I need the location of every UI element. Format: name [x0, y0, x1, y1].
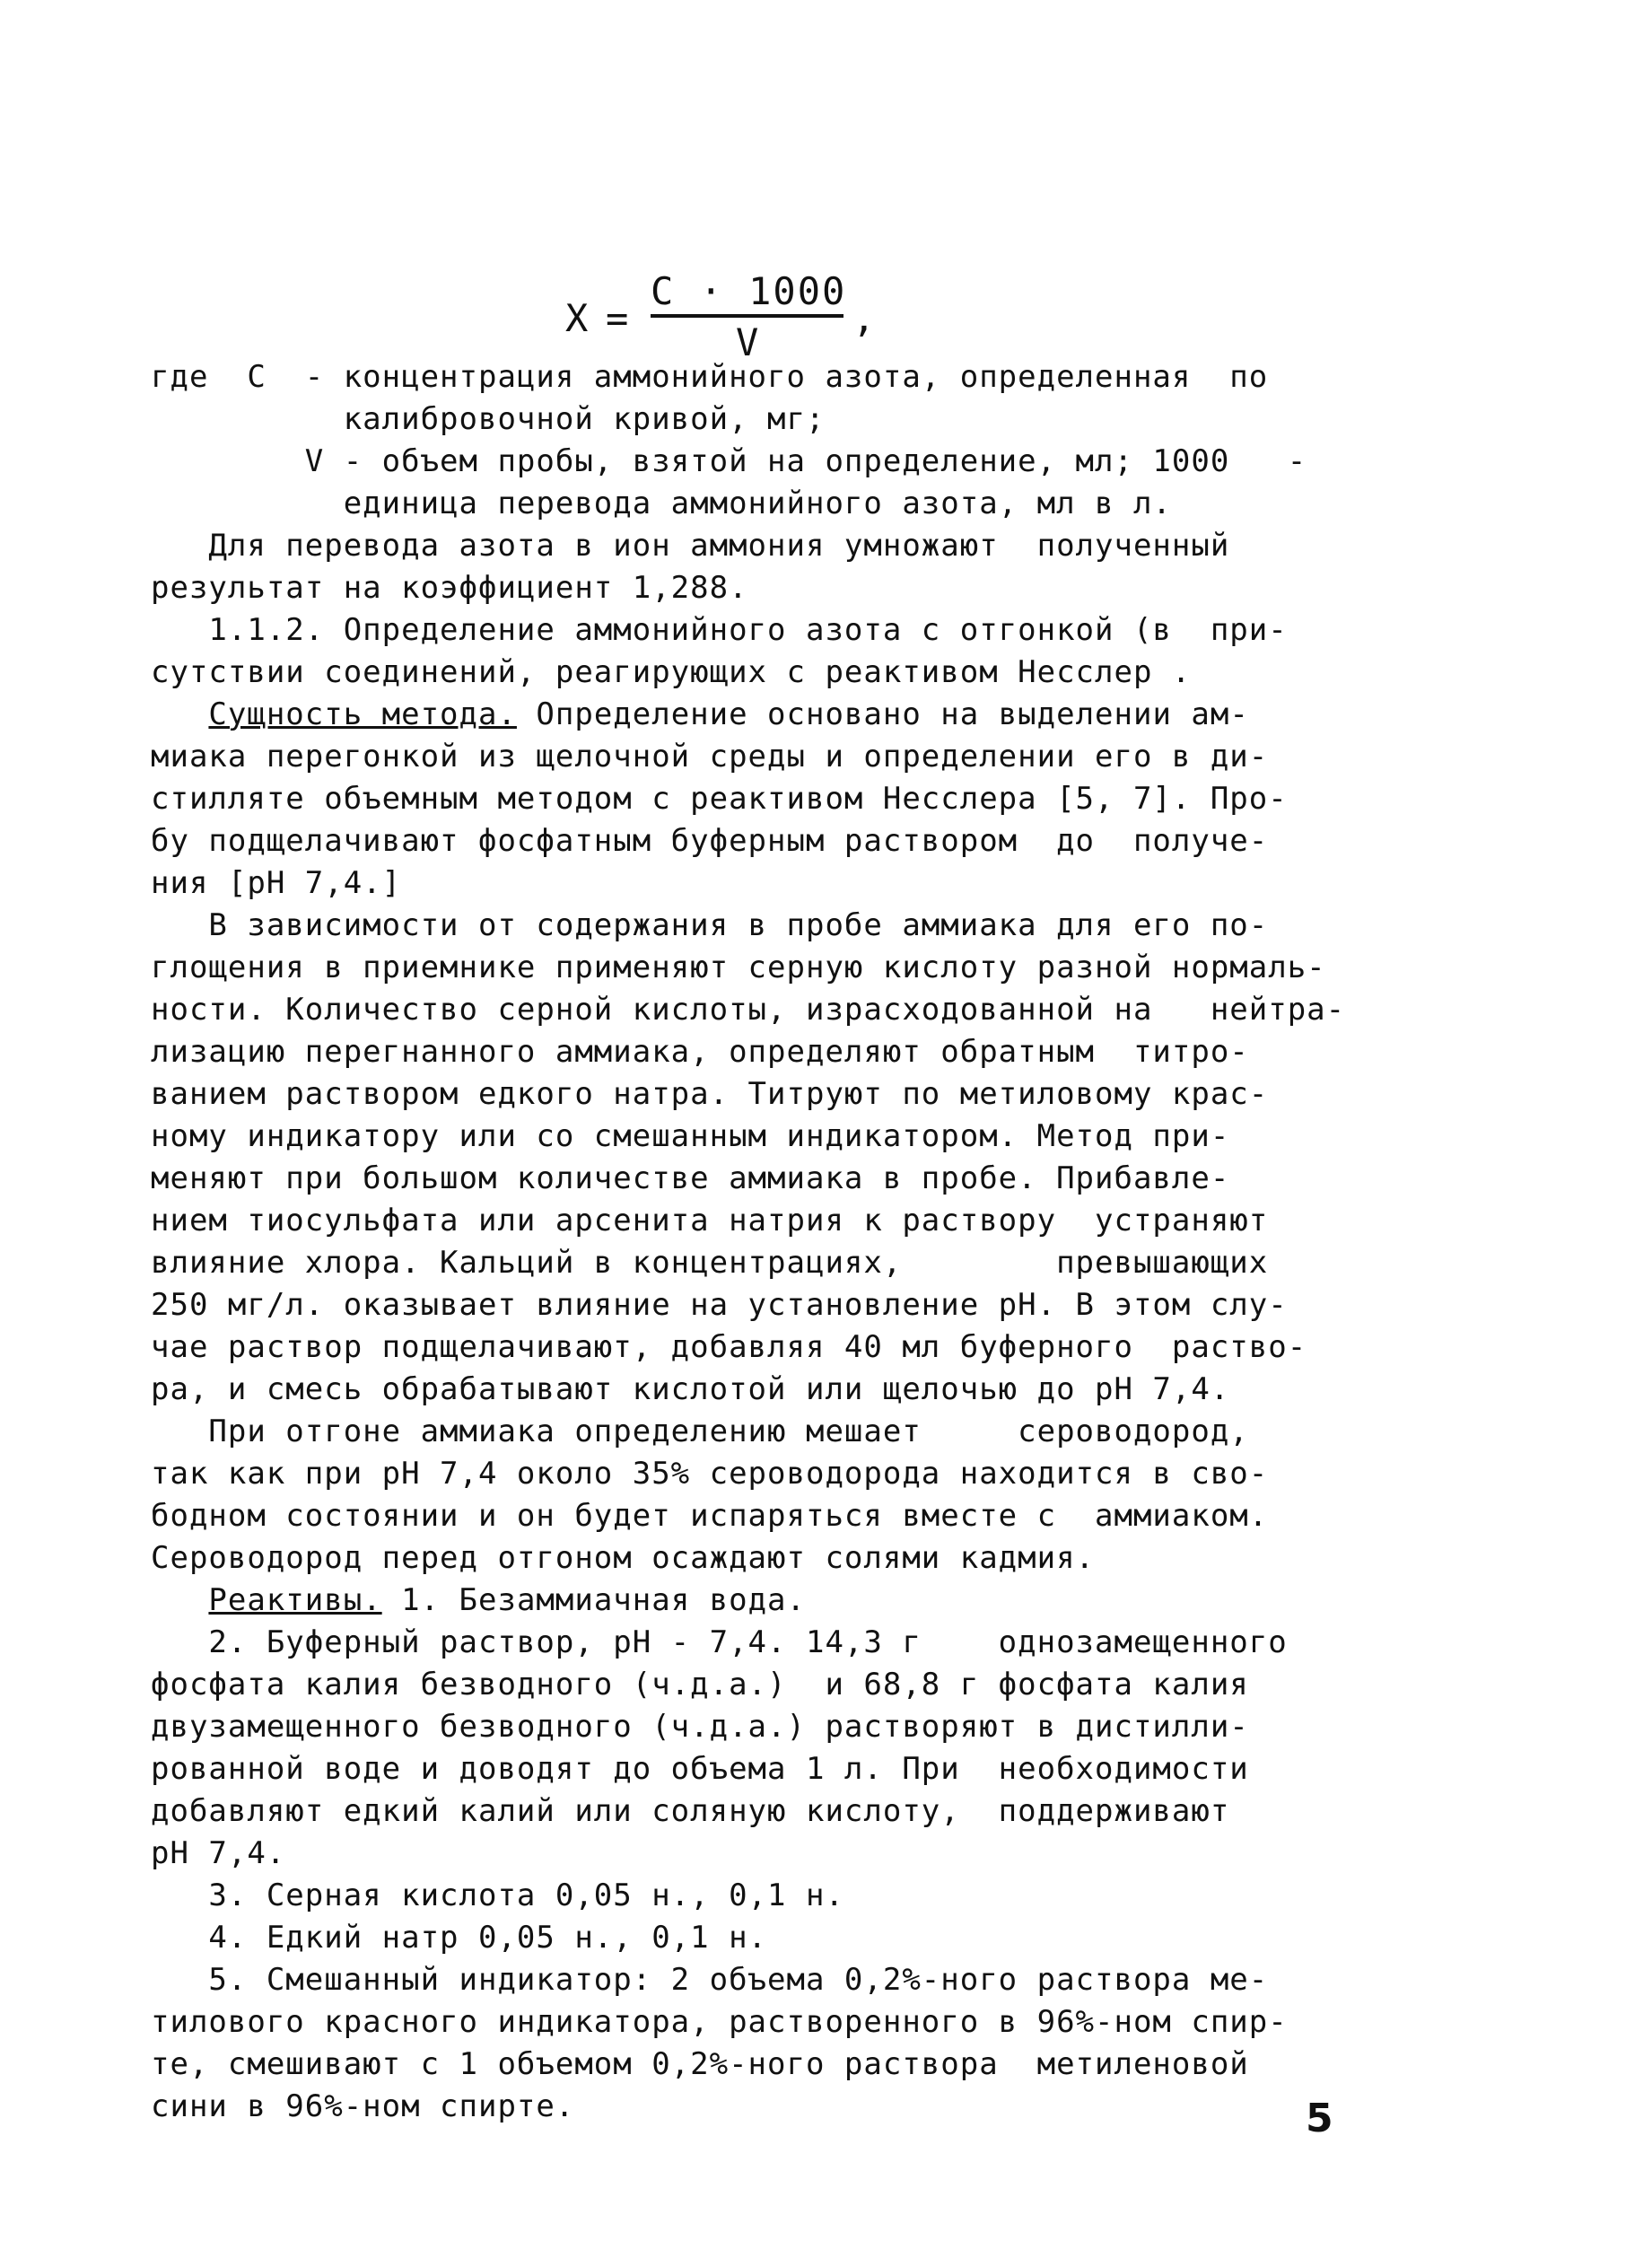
heading-reaktivy: Реактивы. [208, 1582, 382, 1618]
fraction-bar [651, 314, 843, 318]
text-line [151, 696, 1249, 732]
text-line: В зависимости от содержания в пробе аммиака для его по- [151, 907, 1269, 943]
text-line: результат на коэффициент 1,288. [151, 570, 748, 606]
text-line: чае раствор подщелачивают, добавляя 40 мл буферного раство- [151, 1329, 1307, 1365]
text-line: 2. Буферный раствор, pH - 7,4. 14,3 г однозамещенного [151, 1624, 1288, 1660]
text-line: единица перевода аммонийного азота, мл в л. [151, 486, 1172, 521]
text-line: фосфата калия безводного (ч.д.а.) и 68,8 г фосфата калия [151, 1667, 1249, 1702]
text-line: ния [pH 7,4.] [151, 865, 402, 901]
text-line: При отгоне аммиака определению мешает сероводород, [151, 1414, 1249, 1449]
text-line: так как при pH 7,4 около 35% сероводорода находится в сво- [151, 1456, 1269, 1492]
text-line: pH 7,4. [151, 1835, 286, 1871]
text-line: влияние хлора. Кальций в концентрациях, превышающих [151, 1245, 1269, 1281]
text-line: V - объем пробы, взятой на определение, мл; 1000 - [151, 443, 1307, 479]
formula [565, 269, 924, 368]
text-line [151, 1582, 806, 1618]
formula-comma: , [852, 296, 876, 340]
text-line: ности. Количество серной кислоты, израсходованной на нейтра- [151, 992, 1346, 1028]
formula-lhs: X [565, 296, 589, 340]
text-line: бу подщелачивают фосфатным буферным раствором до получе- [151, 823, 1269, 859]
formula-numerator: C · 1000 [651, 269, 847, 313]
text-line: нием тиосульфата или арсенита натрия к раствору устраняют [151, 1203, 1269, 1239]
formula-denominator: V [736, 320, 759, 364]
text-line: глощения в приемнике применяют серную кислоту разной нормаль- [151, 950, 1326, 985]
text-line: лизацию перегнанного аммиака, определяют обратным титро- [151, 1034, 1249, 1070]
text-line: стилляте объемным методом с реактивом Несслера [5, 7]. Про- [151, 781, 1288, 817]
text-line: где C - концентрация аммонийного азота, определенная по [151, 359, 1269, 395]
text-line: 3. Серная кислота 0,05 н., 0,1 н. [151, 1877, 844, 1913]
text-line: ному индикатору или со смешанным индикатором. Метод при- [151, 1118, 1230, 1154]
text-line: 4. Едкий натр 0,05 н., 0,1 н. [151, 1920, 768, 1956]
text-line: добавляют едкий калий или соляную кислоту, поддерживают [151, 1793, 1230, 1829]
text-line: сутствии соединений, реагирующих с реактивом Несслер . [151, 654, 1192, 690]
text-line: Сероводород перед отгоном осаждают солями кадмия. [151, 1540, 1096, 1576]
text-line: двузамещенного безводного (ч.д.а.) растворяют в дистилли- [151, 1709, 1249, 1745]
text-line: рованной воде и доводят до объема 1 л. При необходимости [151, 1751, 1249, 1787]
heading-sushchnost: Сущность метода. [208, 696, 517, 732]
text-line: миака перегонкой из щелочной среды и определении его в ди- [151, 739, 1269, 775]
page-number: 5 [1306, 2096, 1333, 2141]
text-line: меняют при большом количестве аммиака в пробе. Прибавле- [151, 1160, 1230, 1196]
text-line-rest: Определение основано на выделении ам- [536, 696, 1249, 732]
text-line: тилового красного индикатора, растворенного в 96%-ном спир- [151, 2004, 1288, 2040]
text-line: 5. Смешанный индикатор: 2 объема 0,2%-ного раствора ме- [151, 1962, 1269, 1998]
text-line: ванием раствором едкого натра. Титруют по метиловому крас- [151, 1076, 1269, 1112]
text-line: 1.1.2. Определение аммонийного азота с отгонкой (в при- [151, 612, 1288, 648]
text-line: калибровочной кривой, мг; [151, 401, 826, 437]
text-line: те, смешивают с 1 объемом 0,2%-ного раствора метиленовой [151, 2046, 1249, 2082]
formula-equals: = [606, 296, 629, 340]
text-line: сини в 96%-ном спирте. [151, 2088, 575, 2124]
text-line: бодном состоянии и он будет испаряться вместе с аммиаком. [151, 1498, 1269, 1534]
text-line-rest: 1. Безаммиачная вода. [381, 1582, 806, 1618]
text-line: Для перевода азота в ион аммония умножают полученный [151, 528, 1230, 564]
text-line: 250 мг/л. оказывает влияние на установление pH. В этом слу- [151, 1287, 1288, 1323]
text-line: ра, и смесь обрабатывают кислотой или щелочью до pH 7,4. [151, 1371, 1230, 1407]
